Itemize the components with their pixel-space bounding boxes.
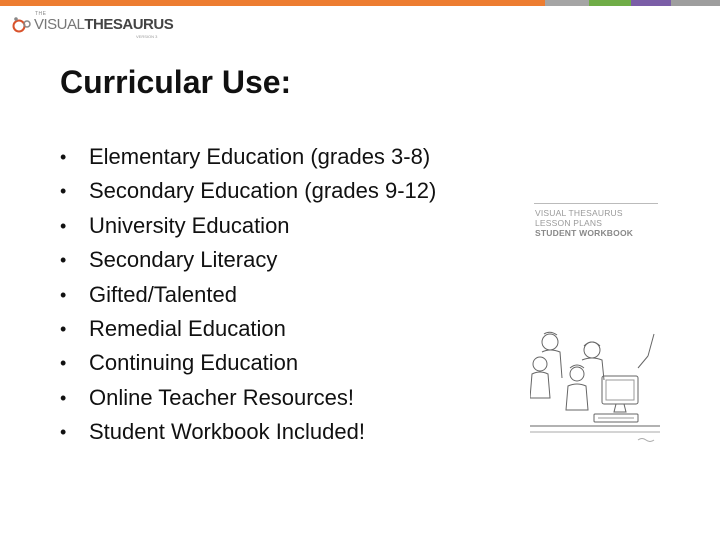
slide-title: Curricular Use:	[60, 64, 292, 100]
bullet-item	[60, 209, 436, 243]
bullet-item	[60, 174, 436, 208]
bullet-text: University Education	[89, 212, 290, 238]
bullet-dot: •	[60, 250, 67, 271]
logo-version: VERSION 3	[136, 34, 158, 39]
logo-word-visual: VISUAL	[34, 16, 85, 33]
bullet-text: Gifted/Talented	[89, 281, 237, 307]
accent-bar-green	[589, 0, 631, 6]
bullet-text: Remedial Education	[89, 315, 286, 341]
bullet-text: Secondary Education (grades 9-12)	[89, 178, 437, 204]
workbook-line-visual-thesaurus: VISUAL THESAURUS	[535, 208, 623, 218]
bullet-list	[60, 140, 436, 450]
bullet-item	[60, 243, 436, 277]
bullet-item	[60, 278, 436, 312]
bullet-item	[60, 381, 436, 415]
bullet-text: Student Workbook Included!	[89, 419, 365, 445]
bullet-dot: •	[60, 318, 67, 339]
bullet-item	[60, 415, 436, 449]
accent-bar-purple	[631, 0, 671, 6]
accent-bar-gray	[545, 0, 589, 6]
workbook-line-student-workbook: STUDENT WORKBOOK	[535, 228, 634, 238]
bullet-item	[60, 346, 436, 380]
visual-thesaurus-logo	[12, 11, 174, 39]
bullet-dot: •	[60, 284, 67, 305]
workbook-top-rule	[534, 203, 658, 204]
logo-wordmark	[34, 16, 173, 33]
workbook-line-lesson-plans: LESSON PLANS	[535, 218, 603, 228]
logo-the: THE	[35, 11, 47, 17]
students-at-computer-illustration	[530, 328, 660, 448]
bullet-dot: •	[60, 353, 67, 374]
accent-bar-gray-end	[671, 0, 720, 6]
bullet-text: Online Teacher Resources!	[89, 384, 354, 410]
bullet-dot: •	[60, 422, 67, 443]
top-accent-bar	[0, 0, 720, 6]
logo-word-thesaurus: THESAURUS	[84, 16, 174, 33]
logo-mark-icon	[12, 16, 34, 36]
bullet-text: Elementary Education (grades 3-8)	[89, 144, 431, 169]
bullet-dot: •	[60, 215, 67, 236]
bullet-item	[60, 140, 436, 174]
bullet-dot: •	[60, 147, 67, 167]
bullet-dot: •	[60, 387, 67, 408]
bullet-item	[60, 312, 436, 346]
bullet-text: Continuing Education	[89, 350, 299, 376]
bullet-text: Secondary Literacy	[89, 247, 278, 273]
accent-bar-orange	[0, 0, 545, 6]
bullet-dot: •	[60, 181, 67, 202]
student-workbook-cover	[530, 200, 660, 448]
